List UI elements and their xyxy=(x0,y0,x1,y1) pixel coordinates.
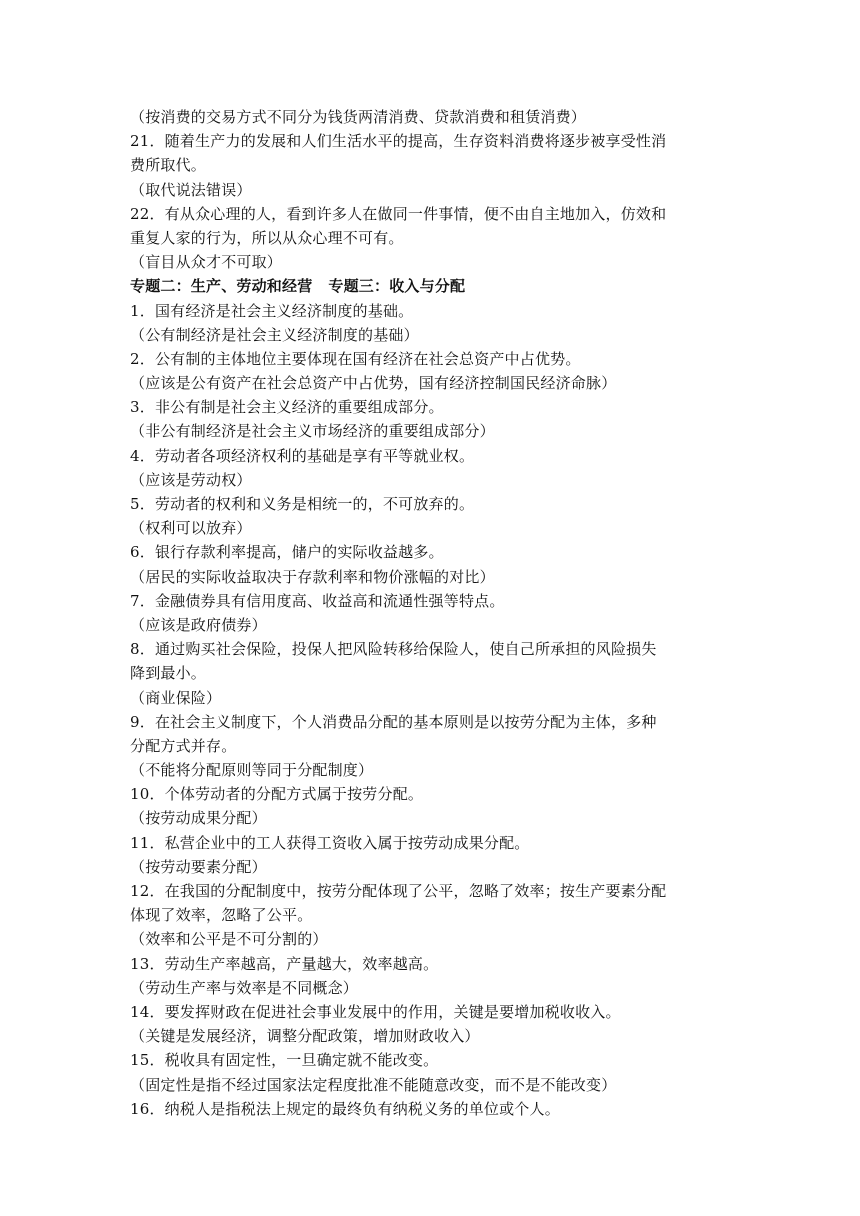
statement-line: 6．银行存款利率提高，储户的实际收益越多。 xyxy=(130,543,444,562)
answer-note-line: （劳动生产率与效率是不同概念） xyxy=(130,978,359,997)
statement-line: 13．劳动生产率越高，产量越大，效率越高。 xyxy=(130,954,439,973)
answer-note-line: （按劳动要素分配） xyxy=(130,857,267,876)
statement-line: 22．有从众心理的人，看到许多人在做同一件事情，便不由自主地加入，仿效和 xyxy=(130,204,667,223)
text-block-before-heading xyxy=(130,105,740,274)
statement-line: 降到最小。 xyxy=(130,664,207,683)
answer-note-line: （公有制经济是社会主义经济制度的基础） xyxy=(130,325,419,344)
answer-note-line: （不能将分配原则等同于分配制度） xyxy=(130,761,374,780)
answer-note-line: （商业保险） xyxy=(130,688,222,707)
answer-note-line: （居民的实际收益取决于存款利率和物价涨幅的对比） xyxy=(130,567,495,586)
statement-line: 3．非公有制是社会主义经济的重要组成部分。 xyxy=(130,398,444,417)
statement-line: 4．劳动者各项经济权利的基础是享有平等就业权。 xyxy=(130,446,475,465)
heading-topic-3: 专题三：收入与分配 xyxy=(328,277,466,296)
document-page xyxy=(130,105,740,1121)
statement-line: 14．要发挥财政在促进社会事业发展中的作用，关键是要增加税收收入。 xyxy=(130,1002,621,1021)
statement-line: 体现了效率，忽略了公平。 xyxy=(130,906,313,925)
statement-line: 21．随着生产力的发展和人们生活水平的提高，生存资料消费将逐步被享受性消 xyxy=(130,132,667,151)
answer-note-line: （关键是发展经济，调整分配政策，增加财政收入） xyxy=(130,1027,480,1046)
statement-line: 10．个体劳动者的分配方式属于按劳分配。 xyxy=(130,785,424,804)
statement-line: 费所取代。 xyxy=(130,156,207,175)
heading-topic-2: 专题二：生产、劳动和经营 xyxy=(130,277,313,296)
answer-note-line: （取代说法错误） xyxy=(130,180,252,199)
text-block-after-heading xyxy=(130,299,740,1121)
answer-note-line: （应该是政府债券） xyxy=(130,615,267,634)
statement-line: 7．金融债券具有信用度高、收益高和流通性强等特点。 xyxy=(130,591,505,610)
answer-note-line: （非公有制经济是社会主义市场经济的重要组成部分） xyxy=(130,422,495,441)
answer-note-line: （盲目从众才不可取） xyxy=(130,253,283,272)
statement-line: 2．公有制的主体地位主要体现在国有经济在社会总资产中占优势。 xyxy=(130,349,581,368)
answer-note-line: （按消费的交易方式不同分为钱货两清消费、贷款消费和租赁消费） xyxy=(130,108,587,126)
section-heading xyxy=(130,274,740,298)
answer-note-line: （应该是劳动权） xyxy=(130,470,252,489)
answer-note-line: （权利可以放弃） xyxy=(130,519,252,538)
statement-line: 分配方式并存。 xyxy=(130,736,237,755)
statement-line: 12．在我国的分配制度中，按劳分配体现了公平，忽略了效率；按生产要素分配 xyxy=(130,882,667,900)
answer-note-line: （效率和公平是不可分割的） xyxy=(130,930,328,949)
statement-line: 16．纳税人是指税法上规定的最终负有纳税义务的单位或个人。 xyxy=(130,1099,560,1118)
answer-note-line: （固定性是指不经过国家法定程度批准不能随意改变，而不是不能改变） xyxy=(130,1075,617,1094)
statement-line: 8．通过购买社会保险，投保人把风险转移给保险人，使自己所承担的风险损失 xyxy=(130,640,657,659)
statement-line: 11．私营企业中的工人获得工资收入属于按劳动成果分配。 xyxy=(130,833,530,852)
answer-note-line: （按劳动成果分配） xyxy=(130,809,267,828)
statement-line: 15．税收具有固定性，一旦确定就不能改变。 xyxy=(130,1051,439,1070)
statement-line: 1．国有经济是社会主义经济制度的基础。 xyxy=(130,301,414,320)
statement-line: 5．劳动者的权利和义务是相统一的，不可放弃的。 xyxy=(130,495,475,513)
statement-line: 重复人家的行为，所以从众心理不可有。 xyxy=(130,228,404,247)
statement-line: 9．在社会主义制度下，个人消费品分配的基本原则是以按劳分配为主体，多种 xyxy=(130,712,657,731)
answer-note-line: （应该是公有资产在社会总资产中占优势，国有经济控制国民经济命脉） xyxy=(130,374,617,393)
